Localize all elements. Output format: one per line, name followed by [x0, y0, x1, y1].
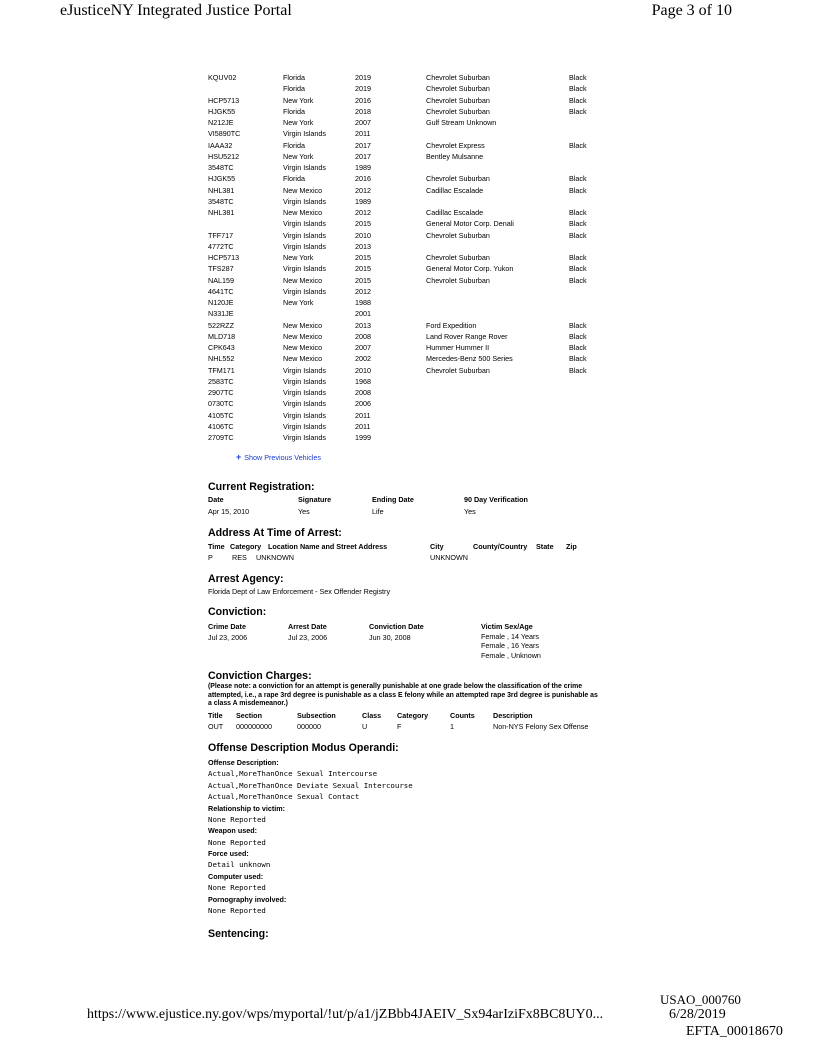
- vehicle-year: 2012: [355, 185, 371, 195]
- vehicle-year: 1989: [355, 196, 371, 206]
- vehicle-state: [283, 308, 355, 319]
- vehicle-state: Virgin Islands: [283, 286, 327, 296]
- vehicle-color: [569, 286, 609, 297]
- vehicle-state: Virgin Islands: [283, 241, 327, 251]
- vehicle-plate: 2583TC: [208, 376, 234, 386]
- vehicle-model: Hummer Hummer II: [426, 343, 490, 352]
- vehicle-state: Virgin Islands: [283, 163, 327, 172]
- vehicle-row: [208, 196, 609, 207]
- vehicle-color: Black: [569, 275, 587, 285]
- vehicle-year: 2012: [355, 286, 371, 296]
- vehicle-plate: HCP5713: [208, 95, 240, 105]
- offense-line: Actual,MoreThanOnce Sexual Intercourse: [208, 769, 378, 779]
- vehicle-plate: 3548TC: [208, 163, 234, 172]
- vehicle-plate: TFM171: [208, 365, 235, 375]
- vehicle-plate: NHL381: [208, 208, 235, 217]
- vehicle-model: [426, 432, 569, 443]
- vehicle-model: [426, 297, 569, 308]
- vehicle-color: [569, 151, 609, 162]
- footer-date: 6/28/2019: [669, 1007, 726, 1022]
- vehicle-state: New Mexico: [283, 331, 323, 341]
- vehicle-color: Black: [569, 365, 587, 375]
- vehicle-model: [426, 308, 569, 319]
- charge-subsection-header: Subsection: [297, 711, 336, 720]
- vehicle-row: [208, 365, 609, 376]
- vehicle-color: [569, 432, 609, 443]
- vehicle-color: [569, 421, 609, 432]
- vehicle-model: [426, 376, 569, 387]
- addr-time-header: Time: [208, 542, 225, 551]
- vehicle-row: [208, 173, 609, 184]
- vehicle-state: Virgin Islands: [283, 365, 327, 375]
- vehicle-state: New Mexico: [283, 185, 323, 195]
- addr-state-header: State: [536, 542, 554, 551]
- vehicle-model: Chevrolet Suburban: [426, 275, 490, 285]
- vehicle-state: Virgin Islands: [283, 433, 327, 442]
- charge-title: OUT: [208, 722, 224, 731]
- vehicle-plate: 2709TC: [208, 433, 234, 442]
- charges-title: Conviction Charges:: [208, 670, 312, 682]
- victim-item: Female , 16 Years: [481, 641, 539, 651]
- vehicle-model: Chevrolet Suburban: [426, 365, 490, 375]
- computer-value: None Reported: [208, 883, 266, 893]
- vehicle-plate: 4641TC: [208, 286, 234, 296]
- vehicle-state: Virgin Islands: [283, 399, 327, 409]
- vehicle-state: Florida: [283, 106, 305, 116]
- vehicle-state: New York: [283, 118, 314, 127]
- vehicle-year: 2019: [355, 73, 371, 82]
- vehicle-color: Black: [569, 320, 587, 330]
- reg-date: Apr 15, 2010: [208, 507, 250, 516]
- vehicle-row: [208, 162, 609, 173]
- victim-item: Female , Unknown: [481, 650, 541, 660]
- vehicle-color: Black: [569, 208, 587, 217]
- vehicle-plate: CPK643: [208, 343, 235, 352]
- relationship-value: None Reported: [208, 814, 266, 824]
- vehicle-color: Black: [569, 174, 587, 184]
- vehicle-year: 2016: [355, 95, 371, 105]
- vehicle-plate: MLD718: [208, 331, 236, 341]
- charge-class: U: [362, 722, 368, 731]
- vehicle-plate: HSU5212: [208, 151, 240, 161]
- vehicle-year: 2013: [355, 241, 371, 251]
- addr-location-header: Location Name and Street Address: [268, 542, 388, 551]
- vehicle-color: [569, 376, 609, 387]
- vehicle-plate: HJGK55: [208, 174, 236, 184]
- vehicle-row: [208, 410, 609, 421]
- vehicle-state: Florida: [283, 73, 305, 82]
- vehicle-state: Virgin Islands: [283, 219, 327, 229]
- vehicle-row: [208, 151, 609, 162]
- vehicle-year: 2017: [355, 151, 371, 161]
- offense-title: Offense Description Modus Operandi:: [208, 742, 399, 754]
- vehicle-model: [426, 387, 569, 398]
- pornography-value: None Reported: [208, 905, 266, 915]
- vehicle-plate: N120JE: [208, 298, 234, 307]
- vehicle-model: Chevrolet Suburban: [426, 253, 490, 262]
- vehicle-row: [208, 230, 609, 241]
- vehicle-plate: 0730TC: [208, 399, 234, 409]
- vehicle-row: [208, 353, 609, 364]
- sentencing-title: Sentencing:: [208, 928, 269, 940]
- vehicle-color: Black: [569, 331, 587, 341]
- vehicle-year: 2008: [355, 388, 371, 397]
- vehicle-model: Chevrolet Suburban: [426, 230, 490, 240]
- vehicle-row: [208, 83, 609, 94]
- vehicle-state: New Mexico: [283, 320, 323, 330]
- charge-subsection: 000000: [297, 722, 321, 731]
- conviction-date-header: Conviction Date: [369, 622, 424, 631]
- vehicle-row: [208, 241, 609, 252]
- vehicle-row: [208, 72, 609, 83]
- vehicle-year: 2015: [355, 219, 371, 229]
- vehicle-model: Chevrolet Suburban: [426, 106, 490, 116]
- vehicle-color: [569, 117, 609, 128]
- charge-category-header: Category: [397, 711, 429, 720]
- vehicle-row: [208, 106, 609, 117]
- vehicle-color: Black: [569, 185, 587, 195]
- charge-section: 000000000: [236, 722, 272, 731]
- vehicle-color: Black: [569, 219, 587, 229]
- vehicle-row: [208, 207, 609, 218]
- vehicle-plate: NHL381: [208, 185, 235, 195]
- vehicle-model: Cadillac Escalade: [426, 185, 484, 195]
- vehicle-color: [569, 128, 609, 139]
- addr-category-header: Category: [230, 542, 262, 551]
- offense-details: [208, 757, 413, 916]
- vehicle-model: [426, 286, 569, 297]
- reg-signature-header: Signature: [298, 495, 332, 504]
- vehicle-state: New York: [283, 253, 314, 262]
- addr-time: P: [208, 553, 213, 562]
- vehicle-model: Ford Expedition: [426, 320, 477, 330]
- reg-ending-header: Ending Date: [372, 495, 414, 504]
- vehicle-year: 2002: [355, 354, 371, 364]
- vehicle-state: New York: [283, 151, 314, 161]
- vehicle-year: 2007: [355, 343, 371, 352]
- vehicle-model: [426, 241, 569, 252]
- addr-city-header: City: [430, 542, 444, 551]
- vehicle-state: New Mexico: [283, 208, 323, 217]
- page-number: Page 3 of 10: [651, 2, 732, 19]
- force-value: Detail unknown: [208, 860, 271, 870]
- vehicle-plate: TFF717: [208, 230, 234, 240]
- vehicle-state: New Mexico: [283, 343, 323, 352]
- vehicle-model: Chevrolet Suburban: [426, 95, 490, 105]
- vehicle-row: [208, 297, 609, 308]
- vehicles-table: [208, 72, 609, 443]
- addr-county-header: County/Country: [473, 542, 528, 551]
- vehicle-state: Virgin Islands: [283, 264, 327, 274]
- vehicle-plate: 2907TC: [208, 388, 234, 397]
- charge-description: Non-NYS Felony Sex Offense: [493, 722, 589, 731]
- plus-icon: +: [236, 452, 242, 462]
- vehicle-row: [208, 275, 609, 286]
- vehicle-row: [208, 117, 609, 128]
- charge-counts-header: Counts: [450, 711, 475, 720]
- vehicle-color: [569, 241, 609, 252]
- vehicle-state: Florida: [283, 140, 305, 150]
- vehicle-row: [208, 218, 609, 229]
- vehicle-row: [208, 432, 609, 443]
- offense-description-label: Offense Description:: [208, 758, 279, 767]
- vehicle-year: 2017: [355, 140, 371, 150]
- offense-line: Actual,MoreThanOnce Deviate Sexual Intercourse: [208, 780, 413, 790]
- vehicle-state: Florida: [283, 84, 305, 94]
- victim-item: Female , 14 Years: [481, 632, 539, 641]
- vehicle-color: [569, 162, 609, 173]
- vehicle-year: 1968: [355, 376, 371, 386]
- addr-city: UNKNOWN: [430, 553, 468, 562]
- vehicle-row: [208, 140, 609, 151]
- vehicle-state: New Mexico: [283, 275, 323, 285]
- vehicle-color: Black: [569, 73, 587, 82]
- reg-date-header: Date: [208, 495, 224, 504]
- vehicle-color: Black: [569, 95, 587, 105]
- vehicle-year: 2011: [355, 421, 371, 431]
- reg-verification: Yes: [464, 507, 476, 516]
- vehicle-color: Black: [569, 106, 587, 116]
- arrest-date: Jul 23, 2006: [288, 633, 328, 642]
- vehicle-year: 2008: [355, 331, 371, 341]
- charge-description-header: Description: [493, 711, 533, 720]
- agency-name: Florida Dept of Law Enforcement - Sex Offender Registry: [208, 587, 391, 596]
- vehicle-row: [208, 263, 609, 274]
- vehicle-color: [569, 410, 609, 421]
- vehicle-row: [208, 421, 609, 432]
- vehicle-model: [426, 410, 569, 421]
- portal-title: eJusticeNY Integrated Justice Portal: [60, 2, 292, 19]
- vehicle-plate: [208, 218, 283, 229]
- force-label: Force used:: [208, 849, 249, 859]
- vehicle-model: Land Rover Range Rover: [426, 331, 508, 341]
- vehicle-model: [426, 196, 569, 207]
- weapon-value: None Reported: [208, 837, 266, 847]
- vehicle-year: 2011: [355, 129, 371, 139]
- vehicle-model: [426, 398, 569, 409]
- vehicle-plate: NAL159: [208, 275, 234, 285]
- vehicle-model: Chevrolet Express: [426, 140, 485, 150]
- addr-category: RES: [232, 553, 247, 562]
- vehicle-color: Black: [569, 230, 587, 240]
- charge-category: F: [397, 722, 402, 731]
- computer-label: Computer used:: [208, 871, 264, 881]
- show-previous-label: Show Previous Vehicles: [244, 453, 321, 462]
- vehicle-row: [208, 308, 609, 319]
- vehicle-year: 2015: [355, 253, 371, 262]
- vehicle-row: [208, 185, 609, 196]
- vehicle-state: Virgin Islands: [283, 421, 327, 431]
- victim-list: [481, 632, 541, 660]
- vehicle-plate: VI5890TC: [208, 129, 241, 139]
- vehicle-state: Virgin Islands: [283, 376, 327, 386]
- victim-header: Victim Sex/Age: [481, 622, 533, 631]
- vehicle-model: General Motor Corp. Denali: [426, 219, 514, 229]
- vehicle-color: Black: [569, 253, 587, 262]
- vehicle-plate: 522RZZ: [208, 320, 234, 330]
- arrest-date-header: Arrest Date: [288, 622, 327, 631]
- vehicle-model: Chevrolet Suburban: [426, 84, 490, 94]
- vehicle-plate: [208, 83, 283, 94]
- charge-class-header: Class: [362, 711, 382, 720]
- vehicle-model: [426, 162, 569, 173]
- vehicle-year: 2001: [355, 309, 371, 319]
- vehicle-year: 2007: [355, 118, 371, 127]
- addr-location: UNKNOWN: [256, 553, 294, 562]
- vehicle-year: 1989: [355, 163, 371, 172]
- vehicle-state: New York: [283, 95, 314, 105]
- vehicle-year: 2012: [355, 208, 371, 217]
- vehicle-state: Virgin Islands: [283, 388, 327, 397]
- vehicle-row: [208, 376, 609, 387]
- vehicle-plate: HCP5713: [208, 253, 240, 262]
- pornography-label: Pornography involved:: [208, 894, 287, 904]
- vehicle-row: [208, 387, 609, 398]
- registration-title: Current Registration:: [208, 481, 315, 493]
- bates-usao: USAO_000760: [660, 992, 741, 1007]
- offense-line: Actual,MoreThanOnce Sexual Contact: [208, 792, 360, 802]
- vehicle-color: [569, 196, 609, 207]
- vehicle-state: Florida: [283, 174, 305, 184]
- vehicle-color: Black: [569, 84, 587, 94]
- vehicle-year: 2011: [355, 410, 371, 420]
- bates-efta: EFTA_00018670: [686, 1024, 783, 1039]
- vehicle-plate: KQUV02: [208, 73, 237, 82]
- vehicle-model: Chevrolet Suburban: [426, 174, 490, 184]
- vehicle-row: [208, 95, 609, 106]
- vehicle-plate: N212JE: [208, 118, 234, 127]
- vehicle-year: 2010: [355, 230, 371, 240]
- reg-signature: Yes: [298, 507, 310, 516]
- vehicle-color: Black: [569, 264, 587, 274]
- vehicle-row: [208, 342, 609, 353]
- vehicle-row: [208, 286, 609, 297]
- vehicle-model: General Motor Corp. Yukon: [426, 264, 514, 274]
- vehicle-row: [208, 128, 609, 139]
- conviction-date: Jun 30, 2008: [369, 633, 411, 642]
- vehicle-year: 2015: [355, 264, 371, 274]
- vehicle-color: [569, 308, 609, 319]
- vehicle-plate: TFS287: [208, 264, 234, 274]
- vehicle-color: Black: [569, 354, 587, 364]
- vehicle-color: [569, 387, 609, 398]
- vehicle-plate: 4772TC: [208, 241, 234, 251]
- vehicle-plate: 4105TC: [208, 410, 234, 420]
- vehicle-year: 2006: [355, 399, 371, 409]
- vehicle-plate: 4106TC: [208, 421, 234, 431]
- crime-date: Jul 23, 2006: [208, 633, 248, 642]
- weapon-label: Weapon used:: [208, 826, 257, 836]
- vehicle-color: [569, 297, 609, 308]
- conviction-title: Conviction:: [208, 606, 267, 618]
- vehicle-plate: NHL552: [208, 354, 235, 364]
- footer-url: https://www.ejustice.ny.gov/wps/myportal/!ut/p/a1/jZBbb4JAEIV_Sx94arIziFx8BC8UY0...: [87, 1007, 604, 1022]
- reg-ending: Life: [372, 507, 384, 516]
- vehicle-state: Virgin Islands: [283, 129, 327, 139]
- vehicle-row: [208, 252, 609, 263]
- show-previous-vehicles-link[interactable]: [236, 452, 321, 462]
- reg-verification-header: 90 Day Verification: [464, 495, 528, 504]
- vehicle-state: Virgin Islands: [283, 196, 327, 206]
- charge-counts: 1: [450, 722, 454, 731]
- vehicle-plate: 3548TC: [208, 196, 234, 206]
- vehicle-year: 2018: [355, 106, 371, 116]
- agency-title: Arrest Agency:: [208, 573, 284, 585]
- vehicle-color: Black: [569, 140, 587, 150]
- vehicle-plate: N331JE: [208, 309, 234, 319]
- vehicle-row: [208, 320, 609, 331]
- charge-section-header: Section: [236, 711, 262, 720]
- vehicle-model: Cadillac Escalade: [426, 208, 484, 217]
- crime-date-header: Crime Date: [208, 622, 246, 631]
- addr-zip-header: Zip: [566, 542, 577, 551]
- relationship-label: Relationship to victim:: [208, 803, 286, 813]
- vehicle-year: 1988: [355, 298, 371, 307]
- vehicle-year: 2019: [355, 84, 371, 94]
- charge-title-header: Title: [208, 711, 223, 720]
- address-title: Address At Time of Arrest:: [208, 527, 342, 539]
- vehicle-model: [426, 128, 569, 139]
- vehicle-row: [208, 331, 609, 342]
- vehicle-color: Black: [569, 343, 587, 352]
- vehicle-model: Gulf Stream Unknown: [426, 118, 497, 127]
- charges-note: (Please note: a conviction for an attempt is generally punishable at one grade below the classification of the crime attempted, i.e., a rape 3rd degree is punishable as a class E felony while an attempted rape 3rd degree is punishable as a class A misdemeanor.): [208, 683, 598, 708]
- vehicle-model: Bentley Mulsanne: [426, 151, 484, 161]
- vehicle-model: [426, 421, 569, 432]
- vehicle-state: New York: [283, 298, 314, 307]
- vehicle-row: [208, 398, 609, 409]
- vehicle-year: 2010: [355, 365, 371, 375]
- vehicle-plate: IAAA32: [208, 140, 233, 150]
- vehicle-model: Chevrolet Suburban: [426, 73, 490, 82]
- vehicle-year: 2015: [355, 275, 371, 285]
- vehicle-year: 2016: [355, 174, 371, 184]
- vehicle-year: 2013: [355, 320, 371, 330]
- vehicle-state: Virgin Islands: [283, 410, 327, 420]
- vehicle-color: [569, 398, 609, 409]
- vehicle-year: 1999: [355, 433, 371, 442]
- vehicle-model: Mercedes-Benz 500 Series: [426, 354, 513, 364]
- vehicle-plate: HJGK55: [208, 106, 236, 116]
- vehicle-state: Virgin Islands: [283, 230, 327, 240]
- vehicle-state: New Mexico: [283, 354, 323, 364]
